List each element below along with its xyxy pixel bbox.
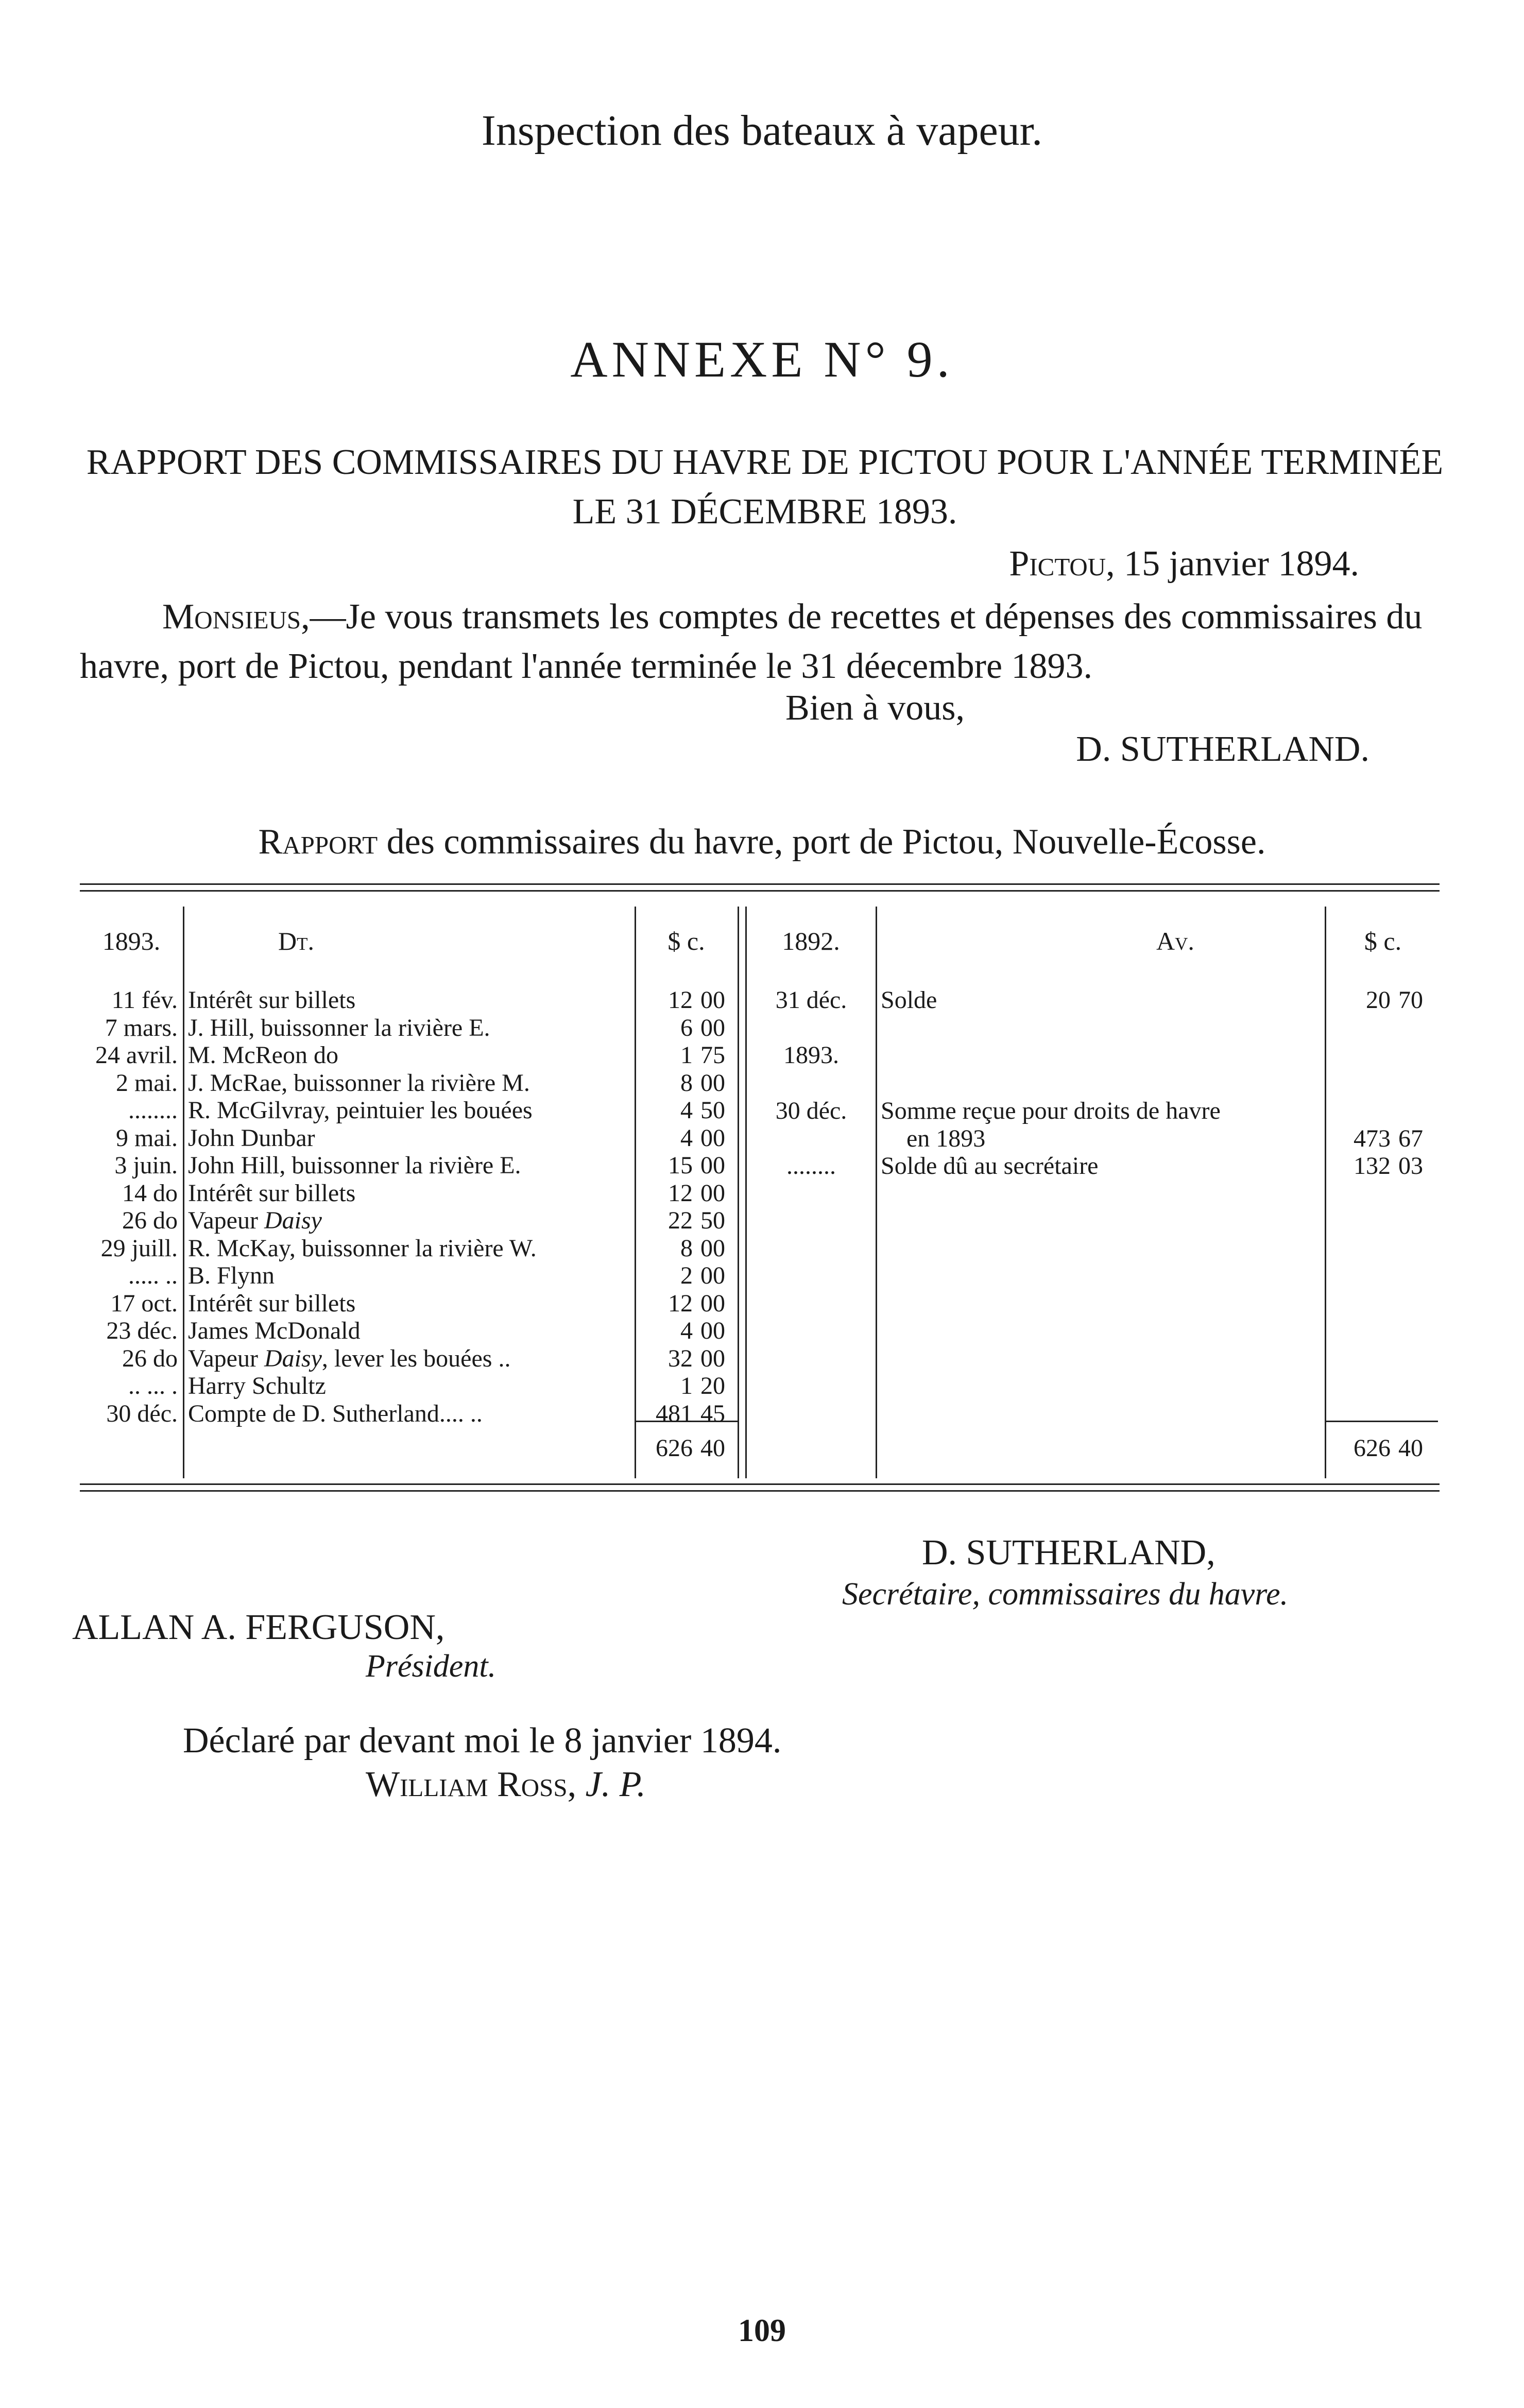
debit-row-desc-text: J. McRae, buissonner la rivière M. bbox=[188, 1069, 530, 1097]
debit-row-cents: 00 bbox=[700, 1262, 725, 1289]
debit-row-desc bbox=[188, 986, 631, 1014]
debit-row-cents: 00 bbox=[700, 1317, 725, 1344]
debit-row-desc bbox=[188, 1290, 631, 1318]
debit-row-desc bbox=[188, 1207, 631, 1235]
debit-row-desc-text: John Dunbar bbox=[188, 1124, 315, 1152]
debit-row-date: 11 fév. bbox=[111, 986, 178, 1014]
debit-row-cents: 00 bbox=[700, 1014, 725, 1041]
debit-row-desc-text: R. McGilvray, peintuier les bouées bbox=[188, 1097, 533, 1124]
debit-row-date: 3 juin. bbox=[114, 1152, 178, 1179]
credit-label-header: Av. bbox=[1156, 927, 1194, 955]
debit-row-date: 14 do bbox=[122, 1180, 178, 1207]
debit-row-desc-text: Intérêt sur billets bbox=[188, 1290, 356, 1317]
debit-row-desc-text: Harry Schultz bbox=[188, 1372, 326, 1399]
debit-row-dollars: 481 bbox=[656, 1400, 693, 1427]
debit-row-cents: 50 bbox=[700, 1207, 725, 1234]
jp-first-name: William bbox=[366, 1765, 488, 1804]
debit-row-date: 7 mars. bbox=[105, 1014, 178, 1041]
report-title: RAPPORT DES COMMISSAIRES DU HAVRE DE PICTOU POUR L'ANNÉE TERMINÉE LE 31 DÉCEMBRE 1893. bbox=[86, 442, 1444, 532]
debit-row-desc bbox=[188, 1317, 631, 1345]
credit-row-cents: 03 bbox=[1398, 1152, 1423, 1180]
debit-row-date: 26 do bbox=[122, 1345, 178, 1372]
debit-row-cents: 00 bbox=[700, 1180, 725, 1207]
debit-row-cents: 00 bbox=[700, 1345, 725, 1372]
debit-row-desc-text: M. McReon do bbox=[188, 1041, 338, 1069]
credit-row-date: 1893. bbox=[783, 1041, 839, 1069]
debit-row-desc-text: Intérêt sur billets bbox=[188, 1180, 356, 1207]
letter-body bbox=[80, 592, 1450, 691]
col-divider bbox=[876, 907, 877, 1478]
running-head: Inspection des bateaux à vapeur. bbox=[481, 107, 1043, 155]
credit-amount-header: $ c. bbox=[1364, 927, 1402, 955]
debit-row-desc bbox=[188, 1152, 631, 1180]
credit-row-desc: Somme reçue pour droits de havre bbox=[881, 1097, 1221, 1124]
letter-date: , 15 janvier 1894. bbox=[1106, 544, 1359, 584]
president-title: Président. bbox=[366, 1649, 496, 1684]
secretary-name: D. SUTHERLAND, bbox=[922, 1533, 1215, 1573]
justice-of-peace: William Ross, J. P. bbox=[366, 1765, 646, 1804]
debit-row-dollars: 2 bbox=[680, 1262, 693, 1289]
debit-row-date: 17 oct. bbox=[110, 1290, 178, 1317]
debit-row-date: 29 juill. bbox=[100, 1235, 178, 1262]
debit-row-desc bbox=[188, 1235, 631, 1262]
debit-row-desc bbox=[188, 1069, 631, 1097]
debit-row-date: 24 avril. bbox=[95, 1041, 178, 1069]
credit-row-dollars: 132 bbox=[1354, 1152, 1391, 1180]
debit-row-desc bbox=[188, 1014, 631, 1042]
letter-closing: Bien à vous, bbox=[785, 688, 965, 728]
debit-amount-header: $ c. bbox=[667, 927, 705, 955]
debit-row-vessel-name: Daisy bbox=[264, 1345, 322, 1372]
debit-row-dollars: 4 bbox=[680, 1317, 693, 1344]
debit-row-date: 2 mai. bbox=[116, 1069, 178, 1097]
credit-row-dollars: 20 bbox=[1366, 986, 1391, 1014]
debit-row-date: 9 mai. bbox=[116, 1124, 178, 1152]
debit-total-dollars: 626 bbox=[656, 1434, 693, 1462]
debit-row-dollars: 15 bbox=[668, 1152, 693, 1179]
debit-row-dollars: 4 bbox=[680, 1097, 693, 1124]
debit-row-dollars: 6 bbox=[680, 1014, 693, 1041]
debit-row-date: .. ... . bbox=[128, 1372, 178, 1399]
table-bottom-rule-2 bbox=[80, 1490, 1440, 1492]
debit-row-dollars: 1 bbox=[680, 1372, 693, 1399]
debit-row-cents: 00 bbox=[700, 1069, 725, 1097]
debit-row-desc-text: J. Hill, buissonner la rivière E. bbox=[188, 1014, 490, 1041]
president-name: ALLAN A. FERGUSON, bbox=[72, 1608, 445, 1647]
letter-place: Pictou bbox=[1009, 544, 1106, 584]
table-top-rule-2 bbox=[80, 890, 1440, 892]
table-caption-lead: Rapport bbox=[258, 822, 378, 862]
col-divider bbox=[183, 907, 184, 1478]
debit-row-desc-text: Compte de D. Sutherland.... .. bbox=[188, 1400, 483, 1427]
credit-year-header: 1892. bbox=[782, 927, 840, 955]
debit-year-header: 1893. bbox=[102, 927, 161, 955]
debit-row-desc bbox=[188, 1097, 631, 1124]
letter-salutation: Monsieus bbox=[162, 597, 301, 637]
debit-row-cents: 20 bbox=[700, 1372, 725, 1399]
debit-row-cents: 00 bbox=[700, 1152, 725, 1179]
debit-row-desc bbox=[188, 1372, 631, 1400]
debit-row-desc-text: B. Flynn bbox=[188, 1262, 275, 1289]
credit-row-cents: 70 bbox=[1398, 986, 1423, 1014]
jp-last-name: Ross bbox=[497, 1765, 568, 1804]
debit-row-dollars: 12 bbox=[668, 1290, 693, 1317]
debit-row-desc-text: Vapeur bbox=[188, 1345, 264, 1372]
debit-row-cents: 50 bbox=[700, 1097, 725, 1124]
credit-total-dollars: 626 bbox=[1354, 1434, 1391, 1462]
debit-row-desc bbox=[188, 1400, 631, 1428]
debit-row-desc-text: Vapeur bbox=[188, 1207, 264, 1234]
letter-signature: D. SUTHERLAND. bbox=[1076, 729, 1369, 769]
debit-row-dollars: 4 bbox=[680, 1124, 693, 1152]
table-bottom-rule bbox=[80, 1483, 1440, 1485]
debit-row-desc-after: , lever les bouées .. bbox=[321, 1345, 511, 1372]
secretary-title: Secrétaire, commissaires du havre. bbox=[842, 1577, 1289, 1612]
credit-row-desc-cont: en 1893 bbox=[906, 1125, 986, 1152]
debit-row-date: ........ bbox=[128, 1097, 178, 1124]
debit-row-dollars: 22 bbox=[668, 1207, 693, 1234]
debit-row-date: 23 déc. bbox=[106, 1317, 178, 1344]
table-caption-rest: des commissaires du havre, port de Pictou, Nouvelle-Écosse. bbox=[378, 822, 1266, 862]
debit-row-date: 26 do bbox=[122, 1207, 178, 1234]
debit-row-desc bbox=[188, 1041, 631, 1069]
debit-row-desc-text: James McDonald bbox=[188, 1317, 361, 1344]
debit-total-cents: 40 bbox=[700, 1434, 725, 1462]
credit-row-desc: Solde bbox=[881, 986, 937, 1014]
col-divider bbox=[745, 907, 747, 1478]
debit-row-cents: 45 bbox=[700, 1400, 725, 1427]
debit-row-cents: 00 bbox=[700, 1290, 725, 1317]
debit-row-dollars: 12 bbox=[668, 986, 693, 1014]
debit-row-desc-text: R. McKay, buissonner la rivière W. bbox=[188, 1235, 537, 1262]
debit-row-desc bbox=[188, 1345, 631, 1373]
debit-row-cents: 00 bbox=[700, 1235, 725, 1262]
col-divider bbox=[1325, 907, 1326, 1478]
debit-row-desc bbox=[188, 1262, 631, 1290]
debit-row-desc-text: Intérêt sur billets bbox=[188, 986, 356, 1014]
page-number: 109 bbox=[738, 2313, 786, 2348]
debit-row-date: ..... .. bbox=[128, 1262, 178, 1289]
letter-text: ,—Je vous transmets les comptes de recettes et dépenses des commissaires du havre, port de Pictou, pendant l'année terminée le 31 déecembre 1893. bbox=[80, 597, 1423, 686]
debit-row-dollars: 8 bbox=[680, 1069, 693, 1097]
jp-suffix: J. P. bbox=[585, 1765, 646, 1804]
table-top-rule bbox=[80, 883, 1440, 885]
debit-row-cents: 00 bbox=[700, 986, 725, 1014]
credit-row-cents: 67 bbox=[1398, 1125, 1423, 1152]
credit-total-cents: 40 bbox=[1398, 1434, 1423, 1462]
debit-row-dollars: 1 bbox=[680, 1041, 693, 1069]
debit-row-vessel-name: Daisy bbox=[264, 1207, 322, 1234]
debit-label-header: Dt. bbox=[278, 927, 314, 955]
debit-row-dollars: 32 bbox=[668, 1345, 693, 1372]
debit-row-dollars: 12 bbox=[668, 1180, 693, 1207]
debit-row-dollars: 8 bbox=[680, 1235, 693, 1262]
credit-total-rule bbox=[1325, 1421, 1438, 1422]
table-caption bbox=[0, 822, 1524, 863]
annex-title: ANNEXE N° 9. bbox=[570, 331, 954, 388]
credit-row-date: 31 déc. bbox=[775, 986, 847, 1014]
credit-row-desc: Solde dû au secrétaire bbox=[881, 1152, 1099, 1180]
col-divider bbox=[635, 907, 636, 1478]
credit-row-dollars: 473 bbox=[1354, 1125, 1391, 1152]
col-divider bbox=[738, 907, 739, 1478]
debit-row-cents: 00 bbox=[700, 1124, 725, 1152]
debit-row-desc bbox=[188, 1124, 631, 1152]
debit-row-desc bbox=[188, 1180, 631, 1207]
debit-row-date: 30 déc. bbox=[106, 1400, 178, 1427]
credit-row-date: ........ bbox=[786, 1152, 836, 1180]
credit-row-date: 30 déc. bbox=[775, 1097, 847, 1124]
debit-row-desc-text: John Hill, buissonner la rivière E. bbox=[188, 1152, 521, 1179]
declaration: Déclaré par devant moi le 8 janvier 1894. bbox=[183, 1721, 782, 1761]
letter-place-date bbox=[1009, 543, 1359, 585]
debit-row-cents: 75 bbox=[700, 1041, 725, 1069]
